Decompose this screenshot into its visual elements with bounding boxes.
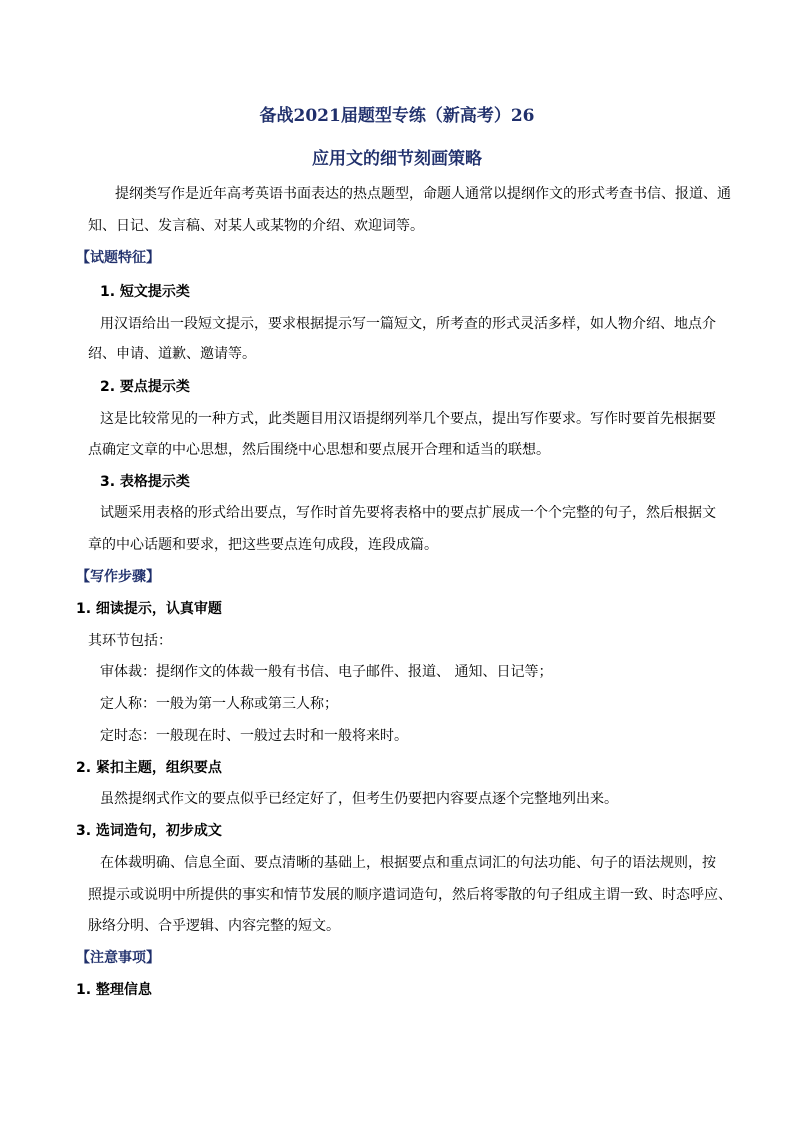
steps-item-1-sub: 其环节包括： [88,633,172,649]
main-title: 备战2021届题型专练（新高考）26 [259,106,535,126]
features-item-1-title: 1. 短文提示类 [100,284,190,300]
features-item-3-line-2: 章的中心话题和要求，把这些要点连句成段，连段成篇。 [88,537,438,553]
steps-item-3-line-2: 照提示或说明中所提供的事实和情节发展的顺序遣词造句，然后将零散的句子组成主谓一致、时态呼应、 [88,887,732,903]
notes-heading: 【注意事项】 [76,950,160,966]
steps-item-2-title: 2. 紧扣主题，组织要点 [76,760,222,776]
steps-item-2-line-1: 虽然提纲式作文的要点似乎已经定好了，但考生仍要把内容要点逐个完整地列出来。 [100,791,618,807]
steps-heading: 【写作步骤】 [76,569,160,585]
features-item-2-line-1: 这是比较常见的一种方式，此类题目用汉语提纲列举几个要点，提出写作要求。写作时要首先根据要 [100,411,716,427]
intro-line-1: 提纲类写作是近年高考英语书面表达的热点题型，命题人通常以提纲作文的形式考查书信、报道、通 [115,186,731,202]
steps-item-1-c: 定时态：一般现在时、一般过去时和一般将来时。 [100,728,408,744]
steps-item-3-line-1: 在体裁明确、信息全面、要点清晰的基础上，根据要点和重点词汇的句法功能、句子的语法规则，按 [100,855,716,871]
steps-item-3-line-3: 脉络分明、合乎逻辑、内容完整的短文。 [88,918,340,934]
features-item-2-title: 2. 要点提示类 [100,379,190,395]
intro-line-2: 知、日记、发言稿、对某人或某物的介绍、欢迎词等。 [88,218,424,234]
features-item-2-line-2: 点确定文章的中心思想，然后围绕中心思想和要点展开合理和适当的联想。 [88,442,550,458]
steps-item-3-title: 3. 选词造句，初步成文 [76,823,222,839]
features-item-1-line-1: 用汉语给出一段短文提示，要求根据提示写一篇短文，所考查的形式灵活多样，如人物介绍、地点介 [100,316,716,332]
subtitle: 应用文的细节刻画策略 [312,149,482,169]
steps-item-1-a: 审体裁：提纲作文的体裁一般有书信、电子邮件、报道、 通知、日记等； [100,664,553,680]
steps-item-1-b: 定人称：一般为第一人称或第三人称； [100,696,338,712]
features-item-1-line-2: 绍、申请、道歉、邀请等。 [88,346,256,362]
features-item-3-title: 3. 表格提示类 [100,474,190,490]
notes-item-1: 1. 整理信息 [76,982,152,998]
features-heading: 【试题特征】 [76,250,160,266]
features-item-3-line-1: 试题采用表格的形式给出要点，写作时首先要将表格中的要点扩展成一个个完整的句子，然后根据文 [100,505,716,521]
steps-item-1-title: 1. 细读提示，认真审题 [76,601,222,617]
